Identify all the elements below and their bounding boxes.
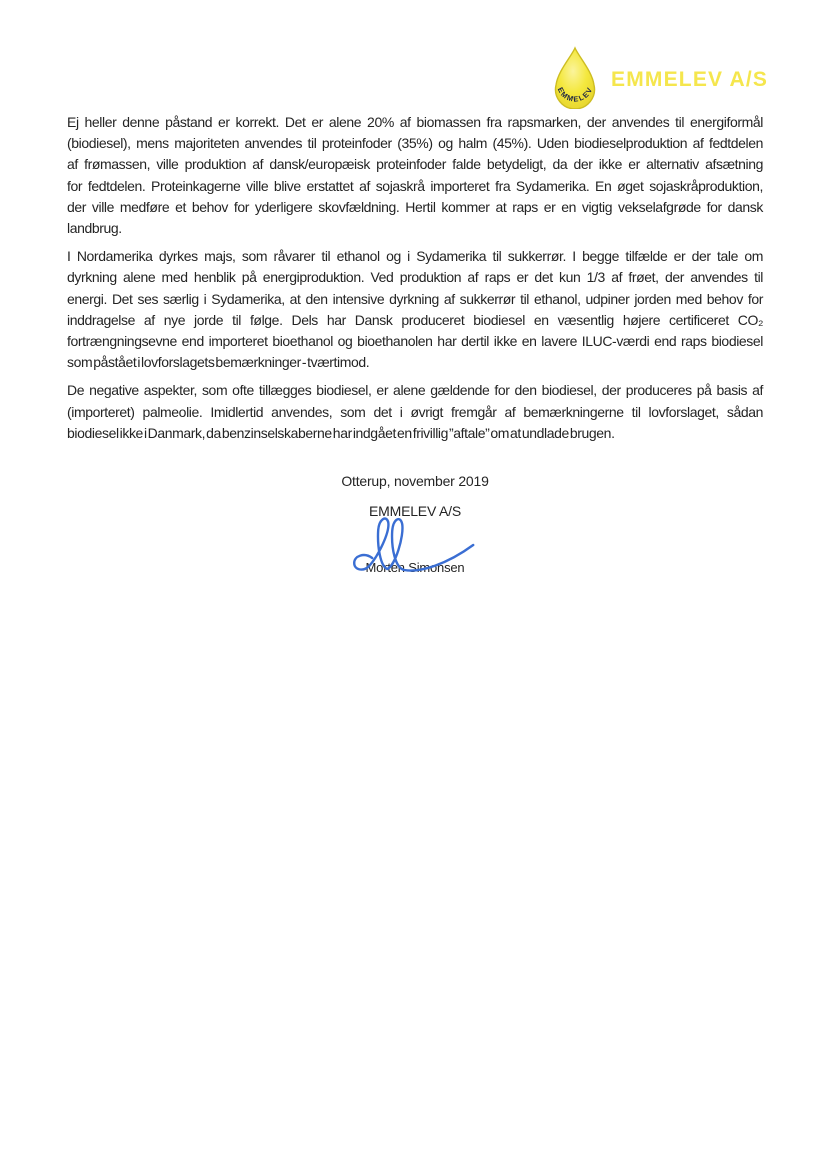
signatory-name: Morten Simonsen [365, 560, 465, 576]
oil-droplet-icon [549, 45, 601, 114]
paragraph-1 [67, 112, 763, 239]
text-line: biodiesel ikke i Danmark, da benzinselskaberne har indgået en frivillig ”aftale” om at undlade brugen. [67, 424, 615, 441]
text-line: De negative aspekter, som ofte tillægges biodiesel, er alene gældende for den biodiesel, der produceres på basis af [67, 382, 763, 399]
closing-block [67, 471, 763, 579]
signature-ink-icon [342, 516, 482, 578]
text-line: for fedtdelen. Proteinkagerne ville blive erstattet af sojaskrå importeret fra Sydamerika. En øget sojaskråproduktion, [67, 177, 763, 194]
text-line: I Nordamerika dyrkes majs, som råvarer til ethanol og i Sydamerika til sukkerrør. I begge tilfælde er der tale om [67, 248, 763, 265]
text-line: inddragelse af nye jorde til følge. Dels har Dansk produceret biodiesel en væsentlig højere certificeret CO₂ [67, 311, 763, 328]
text-line: der ville medføre et behov for yderligere skovfældning. Hertil kommer at raps er en vigtig vekselafgrøde for dansk [67, 198, 763, 215]
text-line: som påstået i lovforslagets bemærkninger - tværtimod. [67, 354, 370, 371]
closing-place-date: Otterup, november 2019 [341, 473, 489, 490]
closing-company-name: EMMELEV A/S [369, 503, 461, 520]
logo-wordmark: EMMELEV A/S [611, 67, 769, 91]
text-line: (importeret) palmeolie. Imidlertid anvendes, som det i øvrigt fremgår af bemærkningerne til lovforslaget, sådan [67, 403, 763, 420]
letter-body [67, 112, 763, 579]
company-logo [549, 45, 768, 114]
text-line: Ej heller denne påstand er korrekt. Det er alene 20% af biomassen fra rapsmarken, der anvendes til energiformål [67, 114, 763, 130]
text-line: af frømassen, ville produktion af dansk/europæisk proteinfoder falde betydeligt, da der ikke er alternativ afsætning [67, 156, 763, 173]
text-line: dyrkning alene med henblik på energiproduktion. Ved produktion af raps er det kun 1/3 af frøet, der anvendes til [67, 269, 763, 286]
droplet-curved-text: EMMELEV [555, 85, 595, 104]
handwritten-signature [67, 516, 763, 572]
text-line: landbrug. [67, 220, 122, 237]
paragraph-2 [67, 246, 763, 373]
paragraph-3 [67, 380, 763, 444]
text-line: (biodiesel), mens majoriteten anvendes til proteinfoder (35%) og halm (45%). Uden biodieselproduktion af fedtdelen [67, 135, 763, 152]
text-line: fortrængningsevne end importeret bioethanol og bioethanolen har dertil ikke en lavere ILUC-værdi end raps biodiesel [67, 333, 763, 350]
text-line: energi. Det ses særlig i Sydamerika, at den intensive dyrkning af sukkerrør til ethanol, udpiner jorden med behov for [67, 290, 763, 307]
